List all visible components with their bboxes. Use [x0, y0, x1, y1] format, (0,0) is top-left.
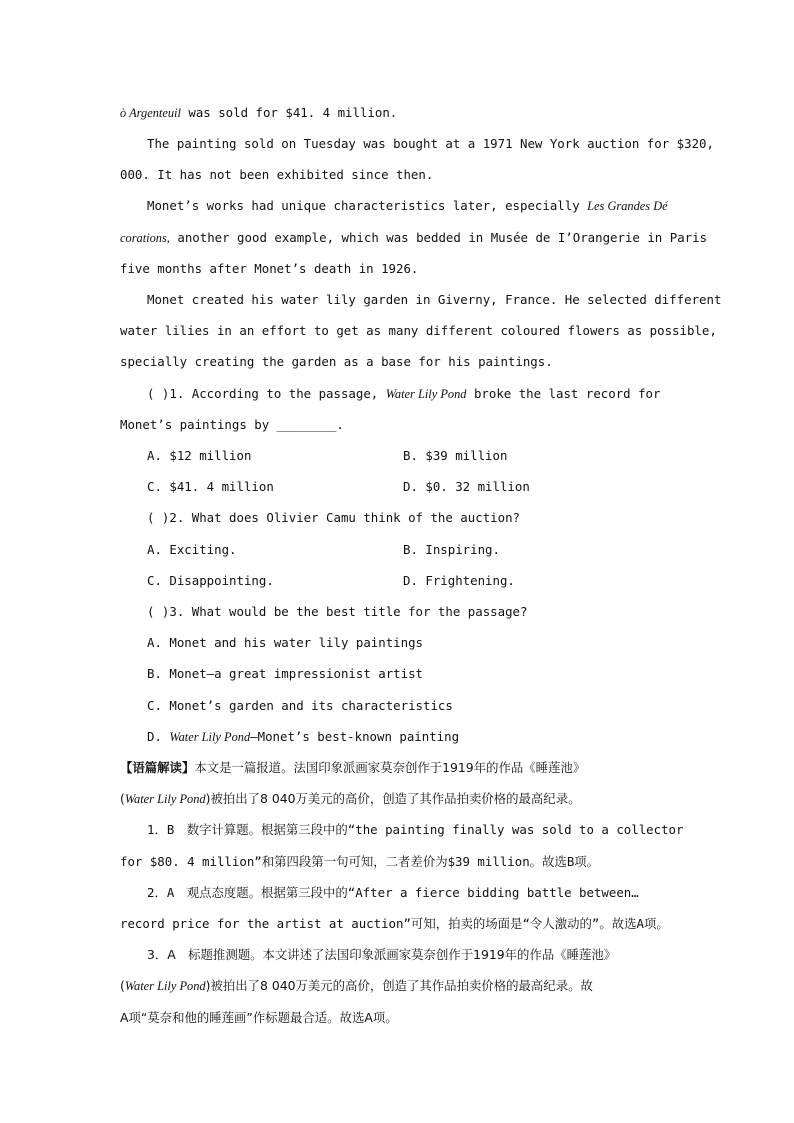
question-1: ( )1. According to the passage, Water Lily Pond broke the last record for: [147, 386, 661, 401]
question-1-cont: Monet’s paintings by ________.: [120, 417, 344, 432]
passage-line: water lilies in an effort to get as many different coloured flowers as possible,: [120, 323, 717, 338]
answer-2: 2．A 观点态度题。根据第三段中的“After a fierce bidding battle between…: [147, 885, 639, 900]
answer-2-cont: record price for the artist at auction”可知，拍卖的场面是“令人激动的”。故选A项。: [120, 916, 669, 931]
q3-option-b: B. Monet—a great impressionist artist: [147, 666, 424, 681]
passage-line: Monet’s works had unique characteristics later, especially Les Grandes Dé: [147, 198, 668, 213]
analysis-heading: 【语篇解读】: [120, 760, 195, 775]
answer-1: 1．B 数字计算题。根据第三段中的“the painting finally was sold to a collector: [147, 822, 684, 837]
q2-option-c: C. Disappointing.: [147, 573, 274, 588]
answer-3-cont: (Water Lily Pond)被拍出了8 040万美元的高价，创造了其作品拍卖价格的最高纪录。故: [120, 978, 593, 993]
q2-option-d: D. Frightening.: [403, 573, 515, 588]
q3-option-c: C. Monet’s garden and its characteristics: [147, 698, 453, 713]
passage-line: corations, another good example, which was bedded in Musée de I’Orangerie in Paris: [120, 230, 708, 245]
q3-option-d: D. Water Lily Pond—Monet’s best-known painting: [147, 729, 460, 744]
passage-line: specially creating the garden as a base for his paintings.: [120, 354, 553, 369]
analysis-line: (Water Lily Pond)被拍出了8 040万美元的高价，创造了其作品拍卖价格的最高纪录。: [120, 791, 581, 806]
q2-option-b: B. Inspiring.: [403, 542, 500, 557]
question-3: ( )3. What would be the best title for the passage?: [147, 604, 528, 619]
q1-option-b: B. $39 million: [403, 448, 508, 463]
answer-3-end: A项“莫奈和他的睡莲画”作标题最合适。故选A项。: [120, 1010, 398, 1025]
passage-line: five months after Monet’s death in 1926.: [120, 261, 419, 276]
analysis-intro: 【语篇解读】本文是一篇报道。法国印象派画家莫奈创作于1919年的作品《睡莲池》: [120, 760, 586, 775]
passage-line: ò Argenteuil was sold for $41. 4 million.: [120, 105, 398, 120]
q1-option-d: D. $0. 32 million: [403, 479, 530, 494]
question-2: ( )2. What does Olivier Camu think of the auction?: [147, 510, 520, 525]
passage-line: Monet created his water lily garden in Giverny, France. He selected different: [147, 292, 722, 307]
passage-line: 000. It has not been exhibited since then.: [120, 167, 434, 182]
painting-title: ò Argenteuil: [120, 106, 181, 120]
q1-option-a: A. $12 million: [147, 448, 252, 463]
passage-line: The painting sold on Tuesday was bought at a 1971 New York auction for $320,: [147, 136, 714, 151]
answer-1-cont: for $80. 4 million”和第四段第一句可知，二者差价为$39 million。故选B项。: [120, 854, 600, 869]
q3-option-a: A. Monet and his water lily paintings: [147, 635, 424, 650]
answer-3: 3．A 标题推测题。本文讲述了法国印象派画家莫奈创作于1919年的作品《睡莲池》: [147, 947, 617, 962]
q2-option-a: A. Exciting.: [147, 542, 237, 557]
q1-option-c: C. $41. 4 million: [147, 479, 274, 494]
